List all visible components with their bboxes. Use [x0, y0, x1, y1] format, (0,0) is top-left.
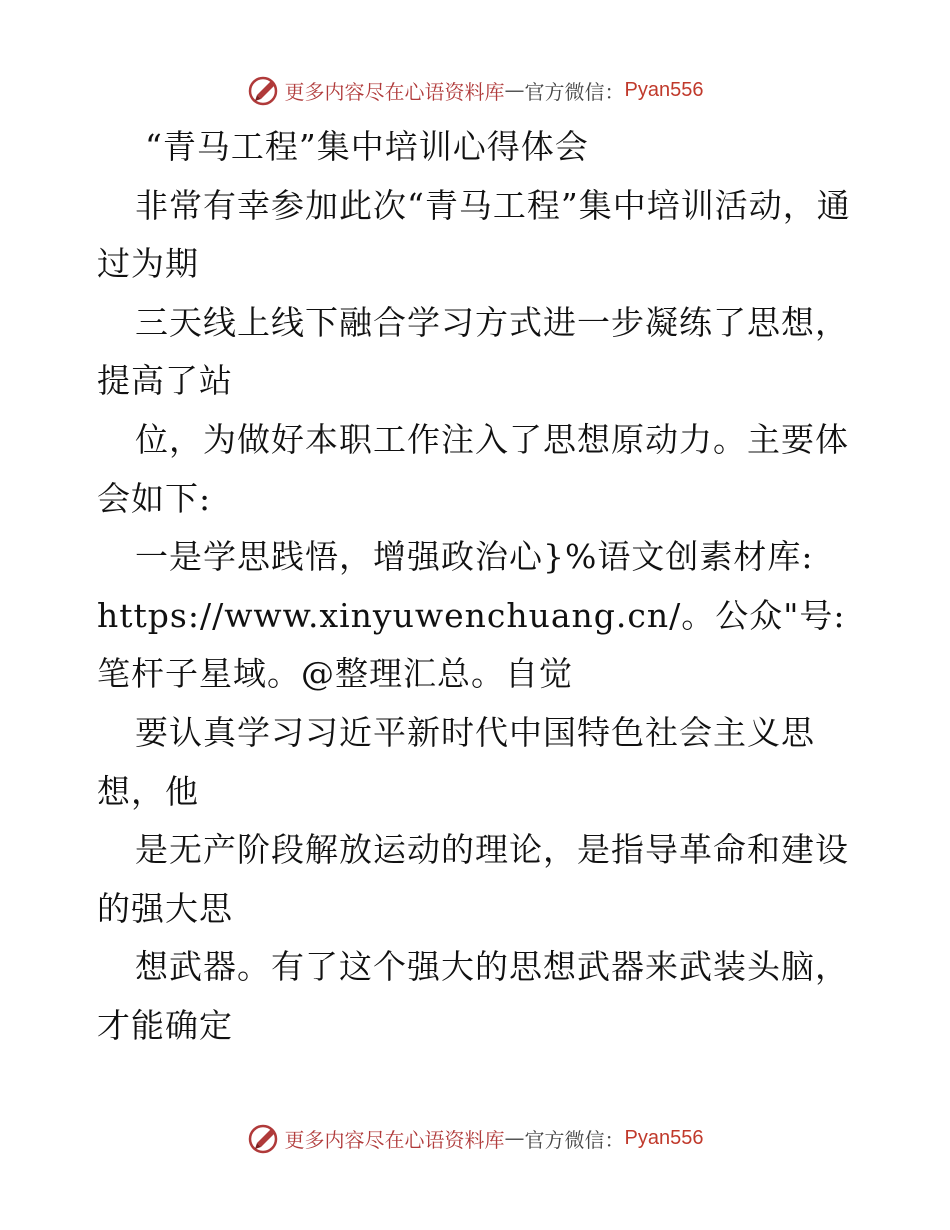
wechat-id: Pyan556: [624, 1126, 704, 1149]
wechat-id: Pyan556: [624, 78, 704, 101]
paragraph: 是无产阶段解放运动的理论，是指导革命和建设的强大思: [97, 830, 849, 928]
banner-text: 更多内容尽在心语资料库: [284, 1127, 505, 1152]
pen-logo-icon: [247, 1121, 281, 1155]
banner-dash: —: [504, 78, 525, 102]
banner-dash: —: [504, 1126, 525, 1150]
wechat-label: 官方微信：: [524, 79, 625, 104]
header-banner: [0, 70, 950, 110]
paragraph: 三天线上线下融合学习方式进一步凝练了思想，提高了站: [97, 302, 849, 401]
pen-logo-icon: [247, 73, 281, 107]
paragraph: 非常有幸参加此次“青马工程”集中培训活动，通过为期: [97, 185, 851, 284]
paragraph: 想武器。有了这个强大的思想武器来武装头脑，才能确定: [97, 947, 849, 1045]
paragraph: 位，为做好本职工作注入了思想原动力。主要体会如下:: [97, 419, 849, 518]
paragraph: 要认真学习习近平新时代中国特色社会主义思想，他: [97, 712, 815, 811]
document-body: [97, 118, 857, 1056]
document-title: “青马工程”集中培训心得体会: [145, 127, 589, 166]
wechat-label: 官方微信：: [524, 1127, 625, 1152]
paragraph: 一是学思践悟，增强政治心}%语文创素材库: https://www.xinyuwenchuang.cn/。公众"号: 笔杆子星域。@整理汇总。自觉: [97, 537, 846, 694]
banner-text: 更多内容尽在心语资料库: [284, 79, 505, 104]
footer-banner: [0, 1118, 950, 1158]
